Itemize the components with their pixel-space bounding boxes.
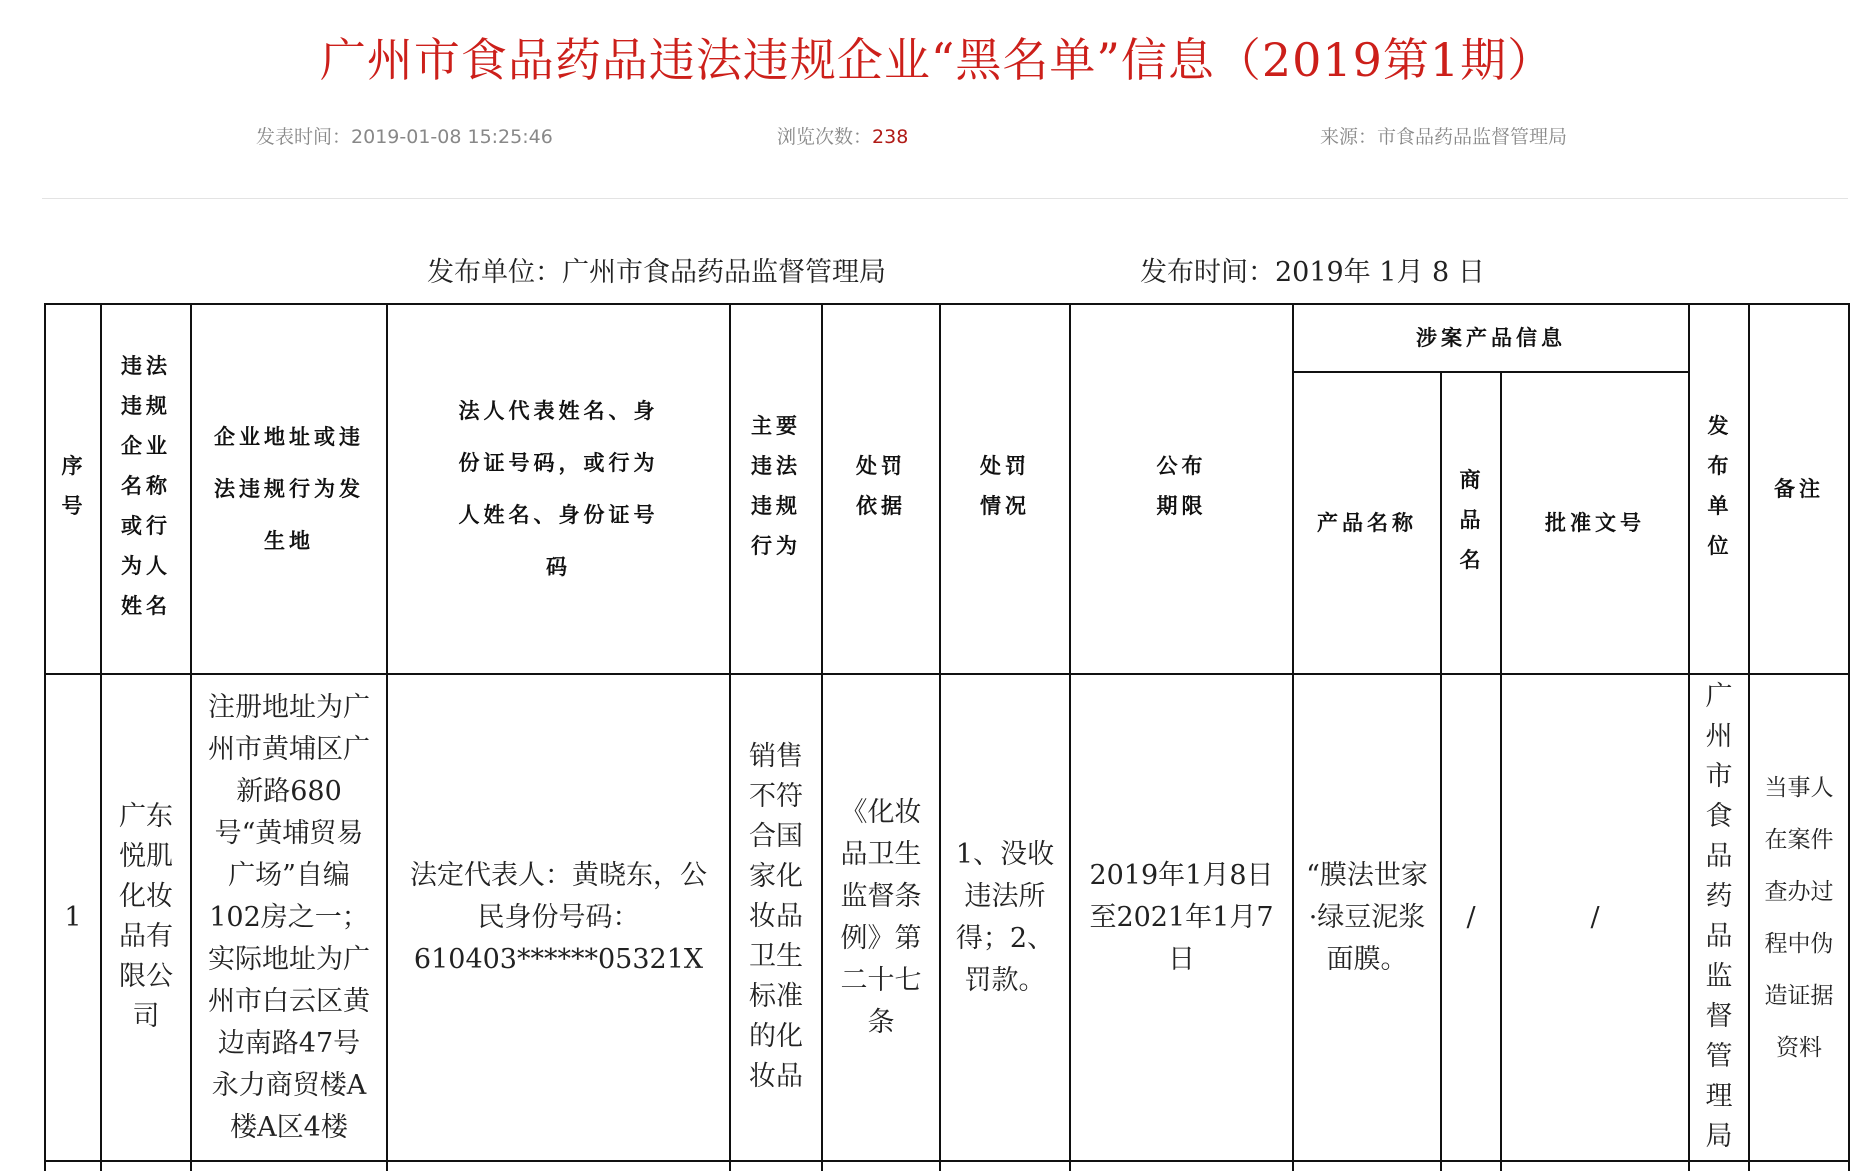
cell-penalty-basis: 《化妆品卫生监督条例》第二十七条 [822,674,940,1161]
header-divider [42,198,1848,199]
header-issuer: 发布单位 [1689,304,1749,674]
publishing-unit: 发布单位：广州市食品药品监督管理局 [427,257,886,288]
publish-time-value: 2019-01-08 15:25:46 [351,126,553,148]
header-address: 企业地址或违法违规行为发生地 [191,304,387,674]
cell-issuer: 广州市食品药品监督管理局 [1689,674,1749,1161]
cell-remark: 当事人在案件查办过程中伪造证据资料 [1749,674,1849,1161]
cell-company-name: 广东悦肌化妆品有限公司 [101,674,191,1161]
publish-time-label: 发表时间： [256,126,352,148]
header-remark: 备注 [1749,304,1849,674]
header-seq: 序号 [45,304,101,674]
header-product-name: 产品名称 [1293,372,1441,674]
header-company-name: 违法违规企业名称或行为人姓名 [101,304,191,674]
header-product-group: 涉案产品信息 [1293,304,1689,372]
view-count-value: 238 [872,126,909,148]
header-penalty: 处罚情况 [940,304,1070,674]
header-violation: 主要违法违规行为 [730,304,822,674]
header-row-top [45,304,1849,372]
cell-address: 注册地址为广州市黄埔区广新路680号“黄埔贸易广场”自编102房之一；实际地址为广州市白云区黄边南路47号永力商贸楼A楼A区4楼 [191,674,387,1161]
table-row [45,674,1849,1161]
article-source [1320,122,1567,149]
cell-violation: 销售不符合国家化妆品卫生标准的化妆品 [730,674,822,1161]
cell-penalty: 1、没收违法所得；2、罚款。 [940,674,1070,1161]
header-approval: 批准文号 [1501,372,1689,674]
view-count [777,122,908,149]
cell-product-name: “膜法世家·绿豆泥浆面膜。 [1293,674,1441,1161]
article-title: 广州市食品药品违法违规企业“黑名单”信息（2019第1期） [319,33,1555,87]
blacklist-table [44,303,1850,1171]
header-brand: 商品名 [1441,372,1501,674]
cell-brand: / [1441,674,1501,1161]
cell-seq: 1 [45,674,101,1161]
view-count-label: 浏览次数： [777,126,873,148]
cell-period: 2019年1月8日至2021年1月7日 [1070,674,1293,1161]
source-label: 来源： [1320,126,1378,148]
cell-legal-rep: 法定代表人：黄晓东，公民身份号码：610403******05321X [387,674,730,1161]
cell-approval: / [1501,674,1689,1161]
header-period: 公布期限 [1070,304,1293,674]
publish-time [256,122,553,149]
header-penalty-basis: 处罚依据 [822,304,940,674]
header-legal-rep: 法人代表姓名、身份证号码，或行为人姓名、身份证号码 [387,304,730,674]
source-value: 市食品药品监督管理局 [1377,126,1568,148]
publishing-date: 发布时间：2019年 1月 8 日 [1140,257,1485,288]
table-row-partial [45,1161,1849,1171]
